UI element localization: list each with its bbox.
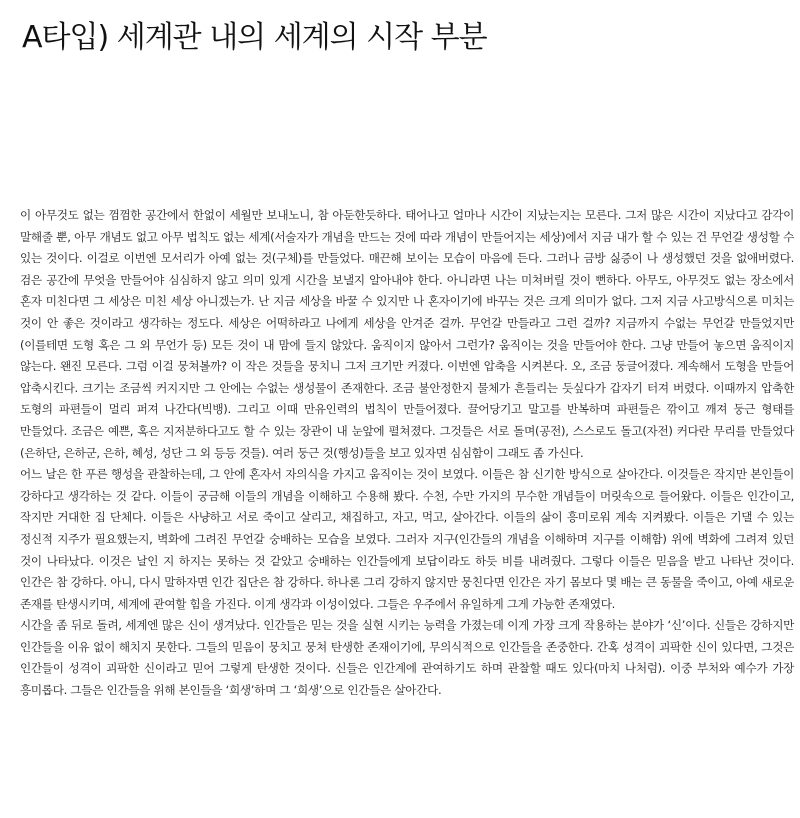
document-body bbox=[20, 205, 794, 702]
page-title: A타입) 세계관 내의 세계의 시작 부분 bbox=[22, 20, 487, 55]
paragraph: 이 아무것도 없는 껌껌한 공간에서 한없이 세월만 보내노니, 참 아둔한듯하다. 태어나고 얼마나 시간이 지났는지는 모른다. 그저 많은 시간이 지났다고 감각이 말해줄 뿐, 아무 개념도 없고 아무 법칙도 없는 세계(서술자가 개념을 만드는 것에 따라 개념이 만들어지는 세상)에서 지금 내가 할 수 있는 건 무언갈 생성할 수 있는 것이다. 이걸로 이번엔 모서리가 아예 없는 것(구체)를 만들었다. 매끈해 보이는 모습이 마음에 든다. 그러나 금방 싫증이 나 생성했던 것을 없애버렸다. 검은 공간에 무엇을 만들어야 심심하지 않고 의미 있게 시간을 보낼지 알아내야 한다. 아니라면 나는 미쳐버릴 것이 뻔하다. 아무도, 아무것도 없는 장소에서 혼자 미친다면 그 세상은 미친 세상 아니겠는가. 난 지금 세상을 바꿀 수 있지만 나 혼자이기에 바꾸는 것은 크게 의미가 없다. 그저 지금 사고방식으론 미치는 것이 안 좋은 것이라고 생각하는 정도다. 세상은 어떡하라고 나에게 세상을 안겨준 걸까. 무언갈 만들라고 그런 걸까? 지금까지 수없는 무언갈 만들었지만(이를테면 도형 혹은 그 외 무언가 등) 모든 것이 내 맘에 들지 않았다. 움직이지 않아서 그런가? 움직이는 것을 만들어야 한다. 그냥 만들어 놓으면 움직이지 않는다. 왠진 모른다. 그럼 이걸 뭉쳐볼까? 이 작은 것들을 뭉치니 그저 크기만 커졌다. 이번엔 압축을 시켜본다. 오, 조금 둥글어졌다. 계속해서 도형을 만들어 압축시킨다. 크기는 조금씩 커지지만 그 안에는 수없는 생성물이 존재한다. 조금 불안정한지 물체가 흔들리는 듯싶다가 갑자기 터져 버렸다. 이때까지 압축한 도형의 파편들이 멀리 퍼져 나간다(빅뱅). 그리고 이때 만유인력의 법칙이 만들어졌다. 끌어당기고 말고를 반복하며 파편들은 깎이고 깨져 둥근 형태를 만들었다. 조금은 예쁜, 혹은 지저분하다고도 할 수 있는 장관이 내 눈앞에 펼쳐졌다. 그것들은 서로 돌며(공전), 스스로도 돌고(자전) 커다란 무리를 만들었다(은하단, 은하군, 은하, 혜성, 성단 그 외 등등 것들). 여러 둥근 것(행성)들을 보고 있자면 심심함이 그래도 좀 가신다. bbox=[20, 208, 794, 460]
paragraph: 시간을 좀 뒤로 돌려, 세계엔 많은 신이 생겨났다. 인간들은 믿는 것을 실현 시키는 능력을 가졌는데 이게 가장 크게 작용하는 분야가 ‘신’이다. 신들은 강하지만 인간들을 이유 없이 해치지 못한다. 그들의 믿음이 뭉치고 뭉쳐 탄생한 존재이기에, 무의식적으로 인간들을 존중한다. 간혹 성격이 괴팍한 신이 있다면, 그것은 인간들이 성격이 괴팍한 신이라고 믿어 그렇게 탄생한 것이다. 신들은 인간계에 관여하기도 하며 관찰할 때도 있다(마치 나처럼). 이중 부처와 예수가 가장 흥미롭다. 그들은 인간들을 위해 본인들을 ‘희생’하며 그 ‘희생’으로 인간들은 살아간다. bbox=[20, 618, 794, 698]
paragraph: 어느 날은 한 푸른 행성을 관찰하는데, 그 안에 혼자서 자의식을 가지고 움직이는 것이 보였다. 이들은 참 신기한 방식으로 살아간다. 이것들은 작지만 본인들이 강하다고 생각하는 것 같다. 이들이 궁금해 이들의 개념을 이해하고 수용해 봤다. 수천, 수만 가지의 무수한 개념들이 머릿속으로 들어왔다. 이들은 인간이고, 작지만 거대한 집 단체다. 이들은 사냥하고 서로 죽이고 살리고, 채집하고, 자고, 먹고, 살아간다. 이들의 삶이 흥미로워 계속 지켜봤다. 이들은 기댈 수 있는 정신적 지주가 필요했는지, 벽화에 그려진 무언갈 숭배하는 모습을 보였다. 그러자 지구(인간들의 개념을 이해하며 지구를 이해함) 위에 벽화에 그려져 있던 것이 나타났다. 이것은 날인 지 하지는 못하는 것 같았고 숭배하는 인간들에게 보답이라도 하듯 비를 내려줬다. 그렇다 이들은 믿음을 받고 나타난 것이다. 인간은 참 강하다. 아니, 다시 말하자면 인간 집단은 참 강하다. 하나론 그리 강하지 않지만 뭉친다면 인간은 자기 몸보다 몇 배는 큰 동물을 죽이고, 아예 새로운 존재를 탄생시키며, 세계에 관여할 힘을 가진다. 이게 생각과 이성이었다. 그들은 우주에서 유일하게 그게 가능한 존재였다. bbox=[20, 467, 794, 611]
